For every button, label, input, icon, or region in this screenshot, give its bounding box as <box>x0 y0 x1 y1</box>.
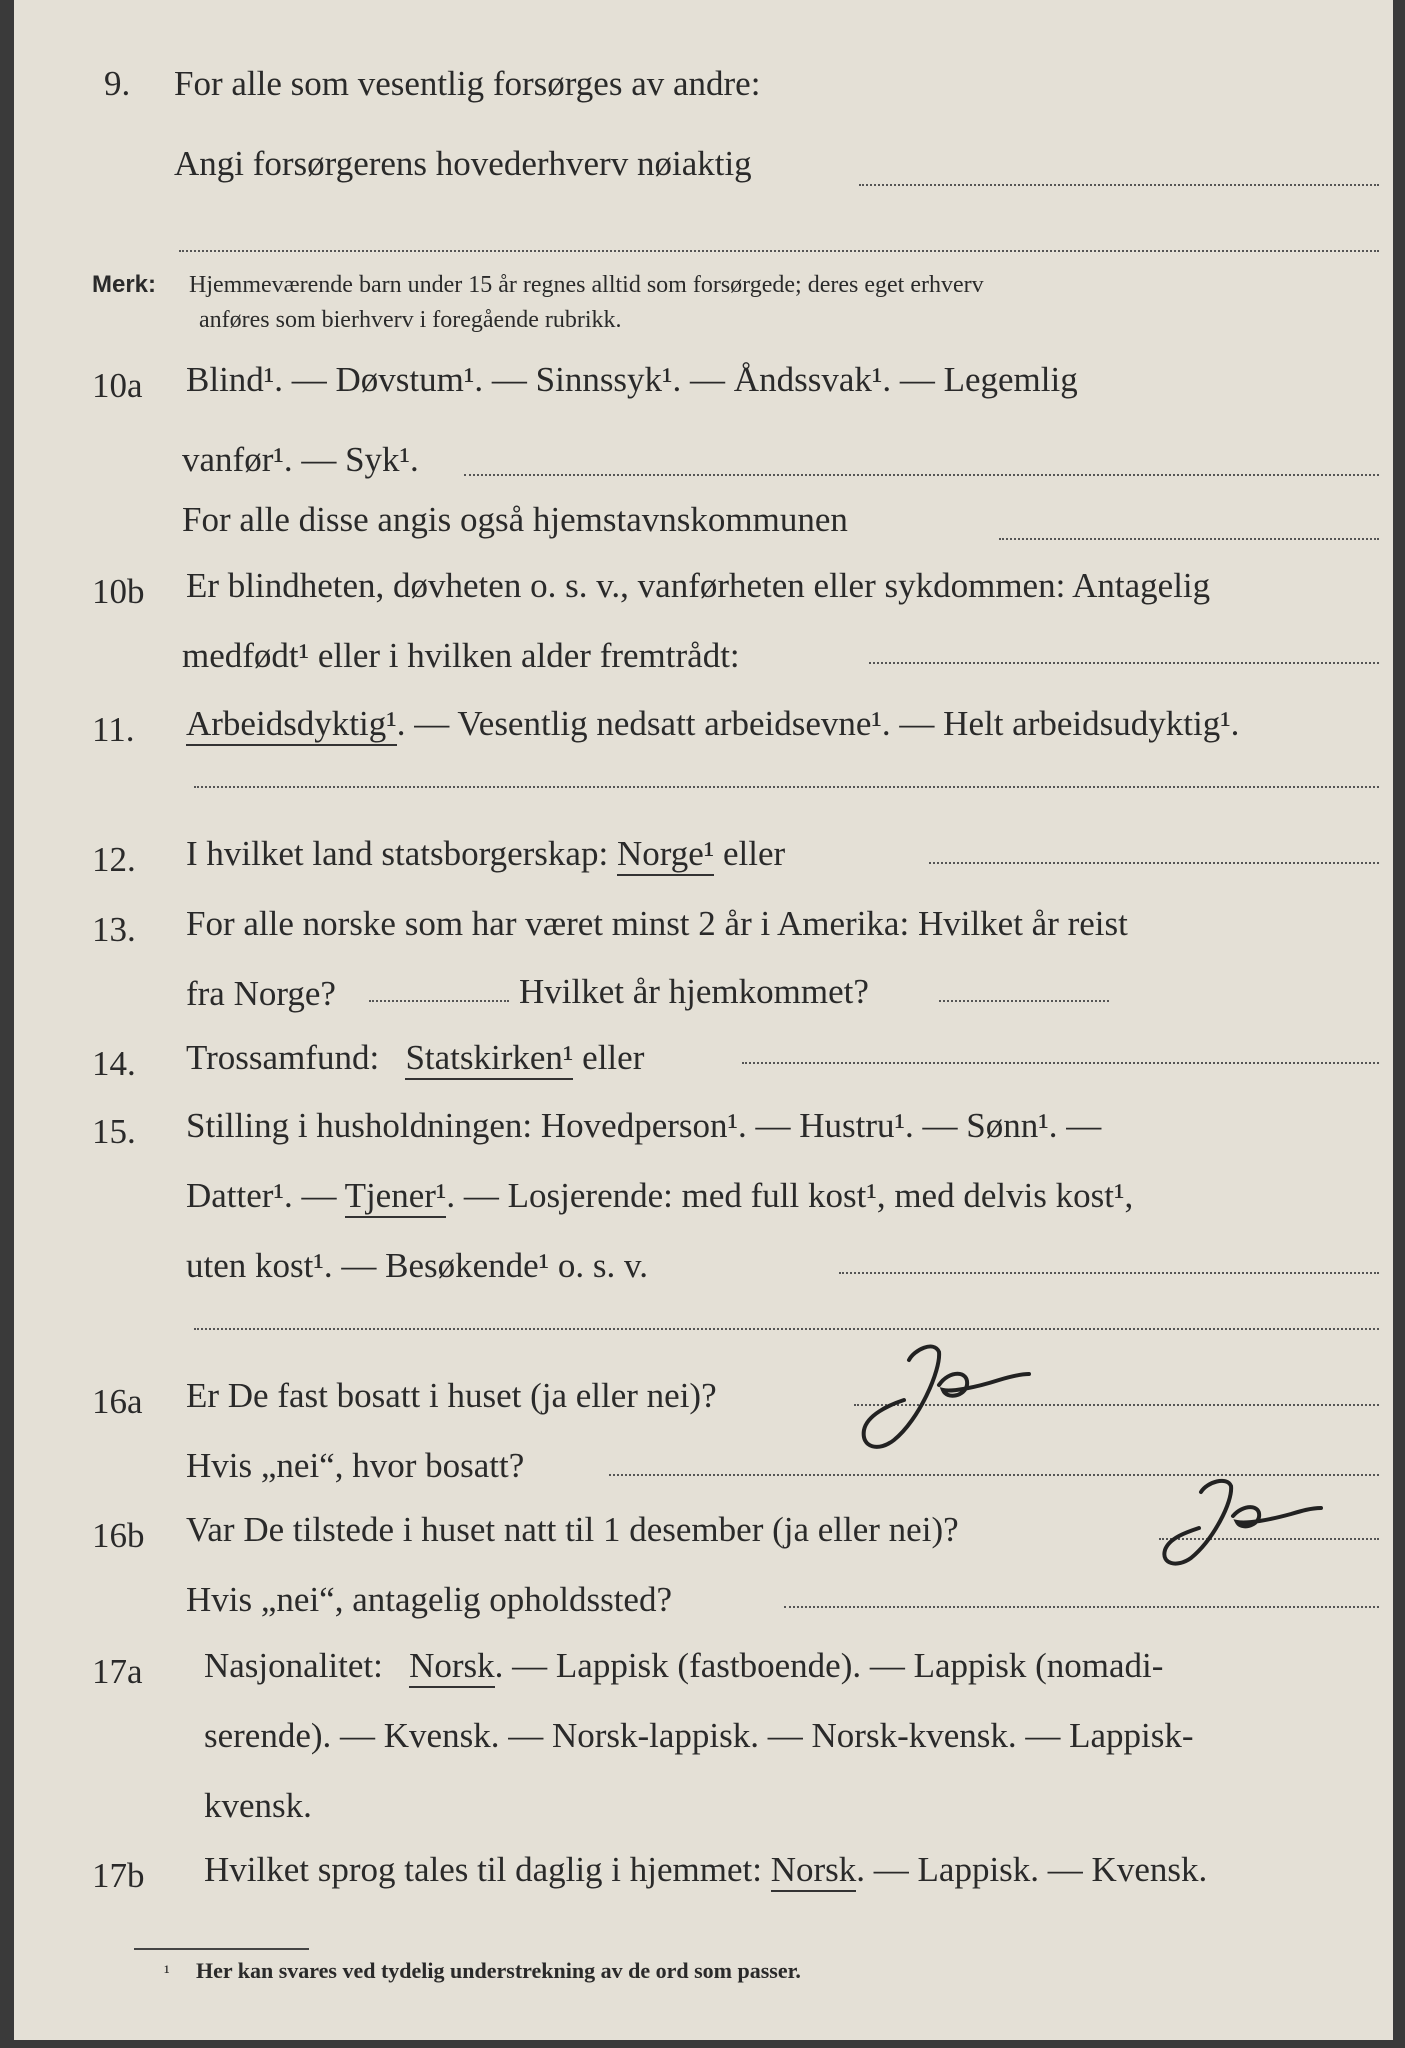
q11-line <box>186 704 1239 744</box>
q10b-answer-line[interactable] <box>869 662 1379 664</box>
q10b-number: 10b <box>92 572 145 611</box>
q12-answer-line[interactable] <box>929 862 1379 864</box>
q11-rest: . — Vesentlig nedsatt arbeidsevne¹. — Helt arbeidsudyktig¹. <box>396 704 1240 743</box>
q13-line1: For alle norske som har været minst 2 år i Amerika: Hvilket år reist <box>186 904 1128 943</box>
merk-label: Merk: <box>92 271 157 298</box>
q9-number: 9. <box>104 64 131 103</box>
q10a-line3: For alle disse angis også hjemstavnskommunen <box>182 500 848 539</box>
footnote-rule <box>134 1948 309 1950</box>
q10a-line2: vanfør¹. — Syk¹. <box>182 440 419 479</box>
q12-option-norge[interactable]: Norge¹ <box>617 834 714 876</box>
q14-line: Trossamfund: Statskirken¹ eller <box>186 1038 644 1078</box>
q13-number: 13. <box>92 910 136 949</box>
q10b-line1: Er blindheten, døvheten o. s. v., vanførheten eller sykdommen: Antagelig <box>186 566 1211 605</box>
q10a-number: 10a <box>92 366 143 405</box>
q14-option-statskirken[interactable]: Statskirken¹ <box>405 1038 573 1080</box>
q15-line3: uten kost¹. — Besøkende¹ o. s. v. <box>186 1246 649 1285</box>
q10a-hjemstavn-line[interactable] <box>999 538 1379 540</box>
q16a-number: 16a <box>92 1382 143 1421</box>
q15-option-tjener[interactable]: Tjener¹ <box>345 1176 447 1218</box>
q14-answer-line[interactable] <box>742 1062 1379 1064</box>
census-form-page <box>14 0 1393 2040</box>
q16a-line1: Er De fast bosatt i huset (ja eller nei)? <box>186 1376 717 1415</box>
q16b-opholdssted-line[interactable] <box>784 1606 1379 1608</box>
q15-answer-line[interactable] <box>839 1272 1379 1274</box>
q15-line2: Datter¹. — Tjener¹. — Losjerende: med full kost¹, med delvis kost¹, <box>186 1176 1133 1216</box>
q17a-option-norsk[interactable]: Norsk <box>409 1646 495 1688</box>
footnote-text: Her kan svares ved tydelig understrekning av de ord som passer. <box>196 1958 801 1983</box>
q9-line2: Angi forsørgerens hovederhverv nøiaktig <box>174 144 752 183</box>
q16a-handwritten-answer-icon <box>839 1330 1039 1460</box>
q10a-line1: Blind¹. — Døvstum¹. — Sinnssyk¹. — Åndssvak¹. — Legemlig <box>186 360 1078 399</box>
q16b-handwritten-answer-icon <box>1139 1468 1329 1578</box>
q17a-line2: serende). — Kvensk. — Norsk-lappisk. — Norsk-kvensk. — Lappisk- <box>204 1716 1194 1755</box>
q9-line1: For alle som vesentlig forsørges av andre: <box>174 64 761 103</box>
q16a-line2: Hvis „nei“, hvor bosatt? <box>186 1446 525 1485</box>
q17a-number: 17a <box>92 1652 143 1691</box>
q17a-line3: kvensk. <box>204 1786 312 1825</box>
q12-line: I hvilket land statsborgerskap: Norge¹ eller <box>186 834 785 874</box>
q13-line2b: Hvilket år hjemkommet? <box>519 972 869 1011</box>
q17b-line: Hvilket sprog tales til daglig i hjemmet: Norsk. — Lappisk. — Kvensk. <box>204 1850 1207 1890</box>
footnote-mark: ¹ <box>164 1962 170 1983</box>
q10a-answer-line[interactable] <box>464 474 1379 476</box>
merk-line1: Hjemmeværende barn under 15 år regnes alltid som forsørgede; deres eget erhverv <box>189 272 984 298</box>
q15-answer-line-2[interactable] <box>194 1328 1379 1330</box>
q11-number: 11. <box>92 710 135 749</box>
q14-number: 14. <box>92 1044 136 1083</box>
q11-option-arbeidsdyktig[interactable]: Arbeidsdyktig¹ <box>186 704 397 746</box>
q12-number: 12. <box>92 840 136 879</box>
q17a-line1: Nasjonalitet: Norsk. — Lappisk (fastboende). — Lappisk (nomadi- <box>204 1646 1163 1686</box>
q16b-line2: Hvis „nei“, antagelig opholdssted? <box>186 1580 672 1619</box>
q15-number: 15. <box>92 1112 136 1151</box>
q9-answer-line-2[interactable] <box>179 250 1379 252</box>
q10b-line2: medfødt¹ eller i hvilken alder fremtrådt: <box>182 636 740 675</box>
q16b-number: 16b <box>92 1516 145 1555</box>
merk-line2: anføres som bierhverv i foregående rubrikk. <box>199 307 622 333</box>
q11-answer-line[interactable] <box>194 786 1379 788</box>
q13-line2a: fra Norge? <box>186 974 336 1013</box>
q15-line1: Stilling i husholdningen: Hovedperson¹. — Hustru¹. — Sønn¹. — <box>186 1106 1102 1145</box>
q13-reist-line[interactable] <box>369 1000 509 1002</box>
q13-hjemkommet-line[interactable] <box>939 1000 1109 1002</box>
q16b-line1: Var De tilstede i huset natt til 1 desember (ja eller nei)? <box>186 1510 959 1549</box>
q9-answer-line[interactable] <box>859 184 1379 186</box>
q17b-option-norsk[interactable]: Norsk <box>771 1850 857 1892</box>
q17b-number: 17b <box>92 1856 145 1895</box>
